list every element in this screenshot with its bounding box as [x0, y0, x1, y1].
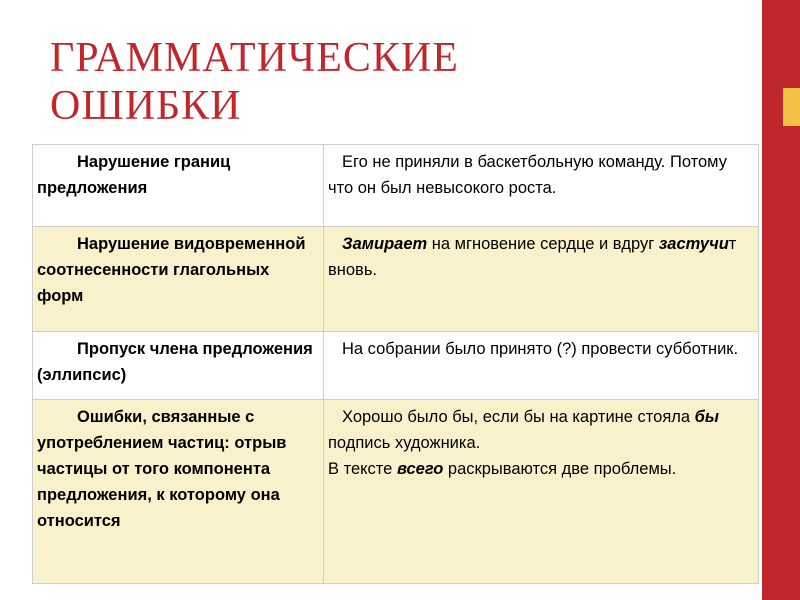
example-fragment: Хорошо было бы, если бы на картине стояла — [342, 408, 695, 427]
example-fragment: подпись художника. — [328, 434, 481, 453]
slide-title-line2: ОШИБКИ — [50, 83, 242, 129]
category-text: Нарушение видовременной соотнесенности глагольных форм — [37, 235, 306, 306]
category-cell — [33, 331, 324, 399]
example-emphasis: застучи — [658, 235, 729, 254]
table-row — [33, 400, 759, 584]
example-cell — [324, 400, 759, 584]
example-text — [328, 404, 754, 456]
example-fragment: раскрываются две проблемы. — [443, 460, 677, 479]
example-emphasis: всего — [396, 460, 444, 479]
example-text: Его не приняли в баскетбольную команду. Потому что он был невысокого роста. — [328, 153, 727, 197]
slide-title — [50, 34, 459, 130]
example-text: На собрании было принято (?) провести субботник. — [342, 339, 739, 358]
example-fragment: т вновь. — [328, 235, 737, 280]
category-cell — [33, 145, 324, 227]
category-text: Ошибки, связанные с употреблением частиц: отрыв частицы от того компонента предложения, к которому она относится — [37, 408, 287, 531]
category-cell — [33, 400, 324, 584]
table-row — [33, 145, 759, 227]
example-cell — [324, 145, 759, 227]
table-row — [33, 227, 759, 331]
example-fragment: В тексте — [328, 460, 397, 479]
example-fragment: на мгновение сердце и вдруг — [427, 235, 659, 254]
example-emphasis: бы — [694, 408, 719, 427]
table-row — [33, 331, 759, 399]
example-text — [328, 231, 754, 283]
example-cell — [324, 227, 759, 331]
slide-title-line1: ГРАММАТИЧЕСКИЕ — [50, 35, 459, 81]
category-text: Пропуск члена предложения (эллипсис) — [37, 339, 313, 384]
example-cell — [324, 331, 759, 399]
category-cell — [33, 227, 324, 331]
decorative-yellow-strip — [783, 88, 800, 126]
example-emphasis: Замирает — [342, 235, 428, 254]
errors-table — [32, 144, 759, 584]
example-text-second — [328, 456, 754, 482]
category-text: Нарушение границ предложения — [37, 153, 231, 197]
